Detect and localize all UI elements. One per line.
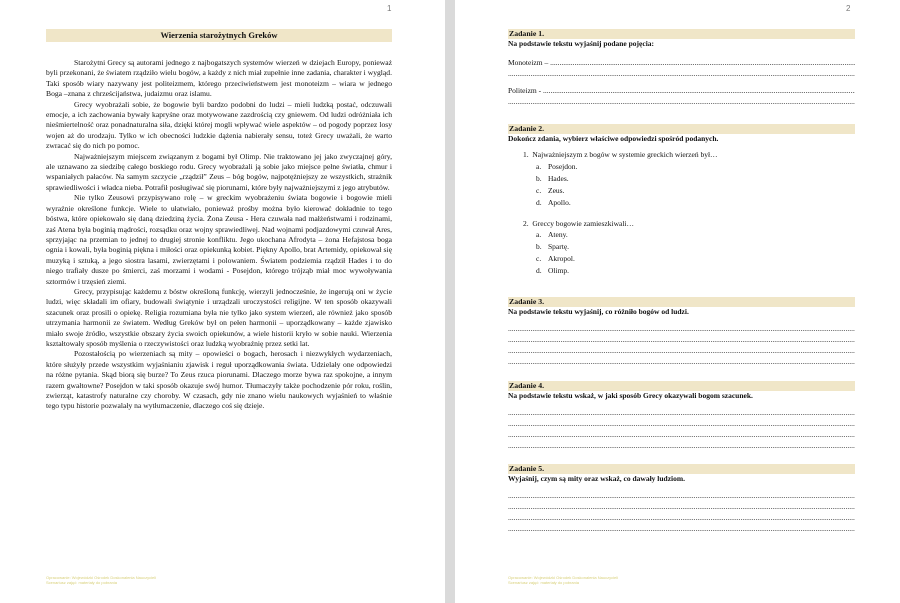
task-instruction: Na podstawie tekstu wyjaśnij, co różniło bogów od ludzi. [508, 307, 689, 316]
paragraph: Najważniejszym miejscem związanym z bogami był Olimp. Nie traktowano jej jako zwyczajnej góry, ale uznawano za siedzibę całego boskiego rodu. Grecy wyobrażali ją sobie jako miejsce pełne światła, chmur i wspaniałych pałaców. Na samym szczycie „rządził” Zeus – bóg bogów, najpotężniejszy ze wszystkich, strażnik sprawiedliwości i władca nieba. Potrafił posługiwać się piorunami, które były najważniejszymi z jego atrybutów. [46, 151, 392, 192]
footer-line: Scenariusz zajęć: materiały do pobrania [508, 580, 579, 585]
option-text: Olimp. [548, 266, 570, 275]
question-text: Greccy bogowie zamieszkiwali… [532, 218, 635, 228]
paragraph: Grecy wyobrażali sobie, że bogowie byli bardzo podobni do ludzi – mieli ludzką postać, odczuwali emocje, a ich zachowania bywały kapryśne oraz motywowane zazdrością czy gniewem. Od ludzi odróżniała ich nieśmiertelność oraz ponadnaturalna siła, dzięki której mogli wpływać wiele aspektów – od pogody poprzez losy wojen aż do urodzaju. Tylko w ich obecności ludzkie dążenia nabierały sensu, toteż Grecy uważali, że warto zwracać się do nich po pomoc. [46, 99, 392, 151]
answer-option[interactable] [536, 241, 855, 253]
paragraph: Pozostałością po wierzeniach są mity – opowieści o bogach, herosach i niezwykłych wydarzeniach, które służyły przede wszystkim wyjaśnianiu zjawisk i reguł uporządkowania świata. Udzielały one odpowiedzi na różne pytania. Skąd biorą się burze? To Zeus rzuca piorunami. Dlaczego morze bywa raz spokojne, a innym razem gwałtowne? Posejdon w taki sposób okazuje swój humor. Tłumaczyły także pochodzenie pór roku, roślin, zwierząt, katastrofy naturalne czy choroby. W czasach, gdy nie znano wielu naukowych wyjaśnień to właśnie tego typu historie pozwalały na wytłumaczenie, dlaczego coś się dzieje. [46, 349, 392, 411]
answer-line[interactable] [508, 96, 855, 107]
answer-option[interactable] [536, 253, 855, 265]
answer-line[interactable] [508, 345, 855, 356]
page-footer [46, 575, 156, 585]
document-page-2 [455, 0, 900, 603]
option-letter: b. [536, 242, 542, 251]
task-title: Zadanie 2. [508, 124, 855, 134]
task-instruction: Dokończ zdania, wybierz właściwe odpowiedzi spośród podanych. [508, 134, 719, 143]
answer-line[interactable] [508, 68, 855, 79]
task-1 [508, 29, 855, 107]
answer-line[interactable] [508, 356, 855, 367]
option-letter: d. [536, 197, 542, 207]
option-text: Ateny. [548, 230, 568, 239]
answer-line[interactable] [508, 490, 855, 501]
option-text: Spartę. [548, 242, 570, 251]
task-instruction: Na podstawie tekstu wyjaśnij podane pojęcia: [508, 39, 655, 48]
answer-line[interactable] [508, 323, 855, 334]
answer-line[interactable] [508, 501, 855, 512]
page-title: Wierzenia starożytnych Greków [46, 29, 392, 42]
answer-line-monoteizm[interactable] [508, 57, 855, 68]
task-title: Zadanie 3. [508, 297, 855, 307]
answer-option[interactable] [536, 229, 855, 241]
task-3 [508, 297, 855, 367]
paragraph: Starożytni Grecy są autorami jednego z najbogatszych systemów wierzeń w dziejach Europy, ponieważ byli przekonani, że światem rządziło wielu bogów, a każdy z nich miał zupełnie inne zadania, charakter i wygląd. Taki sposób wiary nazywany jest politeizmem, którego przeciwieństwem jest monoteizm – wiara w jednego Boga –znana z chrześcijaństwa, judaizmu oraz islamu. [46, 58, 392, 99]
option-letter: d. [536, 266, 542, 275]
answer-option[interactable] [536, 173, 855, 185]
paragraph: Grecy, przypisując każdemu z bóstw określoną funkcję, wierzyli jednocześnie, że ingerują oni w życie ludzi, więc składali im ofiary, budowali świątynie i urządzali uroczystości religijne. W ten sposób okazywali szacunek oraz prosili o opiekę. Religia rozumiana była nie tylko jako system wierzeń, ale również jako sposób utrzymania harmonii ze światem. Według Greków był on pełen harmonii – uporządkowany – każde zjawisko miało swoje źródło, wszystkie obszary życia swoich opiekunów, a wiele historii kryło w sobie nauki. Wierzenia kształtowały sposób myślenia o rzeczywistości oraz ludzką wyobraźnię przez setki lat. [46, 286, 392, 348]
option-letter: c. [536, 254, 542, 263]
footer-line: Opracowanie: Wojewódzki Ośrodek Doskonalenia Nauczycieli [508, 575, 618, 580]
option-text: Zeus. [548, 185, 565, 195]
question [523, 219, 855, 230]
term-label: Monoteizm – [508, 58, 549, 67]
page-footer [508, 575, 618, 585]
page-number: 2 [846, 4, 851, 13]
option-text: Posejdon. [548, 161, 578, 171]
answer-line[interactable] [508, 429, 855, 440]
footer-line: Scenariusz zajęć: materiały do pobrania [46, 580, 117, 585]
task-4 [508, 381, 855, 451]
option-text: Akropol. [548, 254, 575, 263]
option-letter: c. [536, 185, 542, 195]
term-label: Politeizm - [508, 86, 542, 95]
answer-line-politeizm[interactable] [508, 85, 855, 96]
task-title: Zadanie 1. [508, 29, 855, 39]
question [523, 150, 855, 161]
question-number: 2. [523, 218, 529, 228]
option-letter: b. [536, 173, 542, 183]
question-number: 1. [523, 150, 529, 159]
paragraph: Nie tylko Zeusowi przypisywano rolę – w greckim wyobrażeniu świata bogowie i bogowie mieli wyraźnie określone funkcje. Wiele to ułatwiało, ponieważ prośby można było kierować dokładnie to tego bóstwa, które opiekowało się daną dziedziną życia. Żona Zeusa - Hera czuwała nad małżeństwami i rodzinami, zaś Atena była boginią mądrości, rozsądku oraz wojny sprawiedliwej. Nad wojnami podjazdowymi czuwał Ares, sprzyjając na przemian to jednej to drugiej stronie konfliktu. Jego ukochana Afrodyta – żona Hefajstosa boga ognia i kowali, była boginią piękna i miłości oraz opiekunką kobiet. Piękny Apollo, brat Artemidy, opiekował się muzyką i sztuką, a jego siostra lasami, zwierzętami i polowaniem. Światem podziemia rządził Hades i to do niego trafiały dusze po śmierci, zaś morzami i wodami - Posejdon, którego trójząb miał moc wywoływania sztormów i trzęsień ziemi. [46, 193, 392, 286]
option-text: Apollo. [548, 197, 571, 207]
answer-option[interactable] [536, 185, 855, 197]
task-instruction: Wyjaśnij, czym są mity oraz wskaż, co dawały ludziom. [508, 474, 685, 483]
answer-option[interactable] [536, 161, 855, 173]
task-title: Zadanie 4. [508, 381, 855, 391]
task-5 [508, 464, 855, 534]
answer-line[interactable] [508, 418, 855, 429]
document-page-1 [0, 0, 445, 603]
answer-line[interactable] [508, 523, 855, 534]
page-number: 1 [387, 4, 392, 13]
article-body [46, 58, 392, 412]
task-title: Zadanie 5. [508, 464, 855, 474]
task-instruction: Na podstawie tekstu wskaż, w jaki sposób Grecy okazywali bogom szacunek. [508, 391, 753, 400]
answer-line[interactable] [508, 407, 855, 418]
footer-line: Opracowanie: Wojewódzki Ośrodek Doskonalenia Nauczycieli [46, 575, 156, 580]
question-text: Najważniejszym z bogów w systemie greckich wierzeń był… [532, 150, 718, 159]
answer-line[interactable] [508, 512, 855, 523]
answer-option[interactable] [536, 197, 855, 209]
option-letter: a. [536, 161, 542, 171]
answer-line[interactable] [508, 440, 855, 451]
option-letter: a. [536, 230, 542, 239]
answer-line[interactable] [508, 334, 855, 345]
answer-option[interactable] [536, 265, 855, 277]
task-2 [508, 124, 855, 277]
option-text: Hades. [548, 173, 569, 183]
